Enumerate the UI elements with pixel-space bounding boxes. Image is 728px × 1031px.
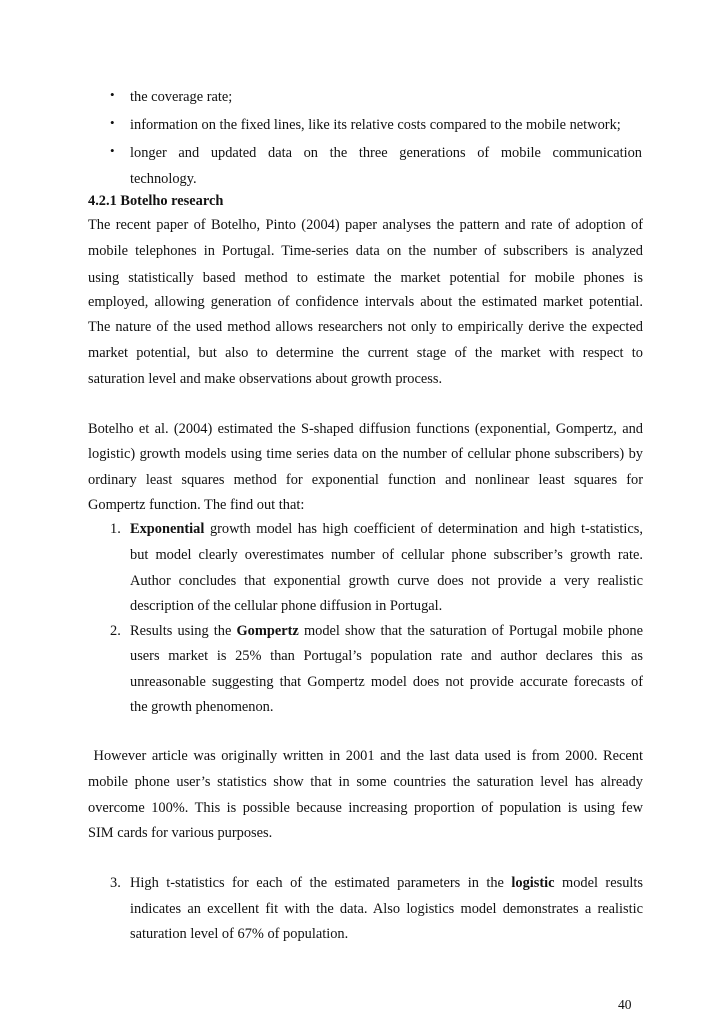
item-line: Exponential growth model has high coefficient of determination and high t-statistics, [130, 521, 643, 537]
item-line: unreasonable suggesting that Gompertz model does not provide accurate forecasts of [130, 674, 643, 690]
item-number: 2. [110, 623, 121, 639]
paragraph-line: logistic) growth models using time series data on the number of cellular phone subscribers) by [88, 446, 643, 462]
list-item-text: information on the fixed lines, like its relative costs compared to the mobile network; [130, 117, 621, 133]
paragraph-line: employed, allowing generation of confidence intervals about the estimated market potential. [88, 294, 643, 310]
paragraph-line: market potential, but also to determine the current stage of the market with respect to [88, 345, 643, 361]
paragraph-line: However article was originally written in 2001 and the last data used is from 2000. Recent [88, 748, 643, 764]
bold-term: Exponential [130, 521, 205, 537]
list-item-text: the coverage rate; [130, 89, 233, 105]
bullet-icon: • [110, 115, 115, 130]
bold-term: Gompertz [236, 623, 299, 639]
item-line: the growth phenomenon. [130, 699, 274, 715]
list-item-text: longer and updated data on the three generations of mobile communication [130, 145, 642, 161]
paragraph-line: mobile phone user’s statistics show that in some countries the saturation level has already [88, 774, 643, 790]
section-heading: 4.2.1 Botelho research [88, 193, 224, 209]
item-number: 3. [110, 875, 121, 891]
paragraph-line: using statistically based method to estimate the market potential for mobile phones is [88, 270, 643, 286]
bullet-icon: • [110, 87, 115, 102]
paragraph-line: Botelho et al. (2004) estimated the S-shaped diffusion functions (exponential, Gompertz, and [88, 421, 643, 437]
paragraph-line: saturation level and make observations about growth process. [88, 371, 443, 387]
bullet-icon: • [110, 143, 115, 158]
paragraph-line: mobile telephones in Portugal. Time-series data on the number of subscribers is analyzed [88, 243, 643, 259]
paragraph-line: The nature of the used method allows researchers not only to empirically derive the expected [88, 319, 643, 335]
item-line: Results using the Gompertz model show that the saturation of Portugal mobile phone [130, 623, 643, 639]
bold-term: logistic [511, 875, 555, 891]
paragraph-line: The recent paper of Botelho, Pinto (2004) paper analyses the pattern and rate of adoption of [88, 217, 643, 233]
item-line: High t-statistics for each of the estimated parameters in the logistic model results [130, 875, 643, 891]
item-line: Author concludes that exponential growth curve does not provide a very realistic [130, 573, 643, 589]
item-number: 1. [110, 521, 121, 537]
list-item-text: technology. [130, 171, 197, 187]
page-number: 40 [618, 997, 632, 1012]
item-line: description of the cellular phone diffusion in Portugal. [130, 598, 443, 614]
paragraph-line: Gompertz function. The find out that: [88, 497, 305, 513]
paragraph-line: ordinary least squares method for exponential function and nonlinear least squares for [88, 472, 643, 488]
paragraph-line: overcome 100%. This is possible because increasing proportion of population is using few [88, 800, 643, 816]
item-line: indicates an excellent fit with the data. Also logistics model demonstrates a realistic [130, 901, 643, 917]
paragraph-line: SIM cards for various purposes. [88, 825, 273, 841]
item-line: saturation level of 67% of population. [130, 926, 349, 942]
item-line: but model clearly overestimates number of cellular phone subscriber’s growth rate. [130, 547, 643, 563]
item-line: users market is 25% than Portugal’s population rate and author declares this as [130, 648, 643, 664]
